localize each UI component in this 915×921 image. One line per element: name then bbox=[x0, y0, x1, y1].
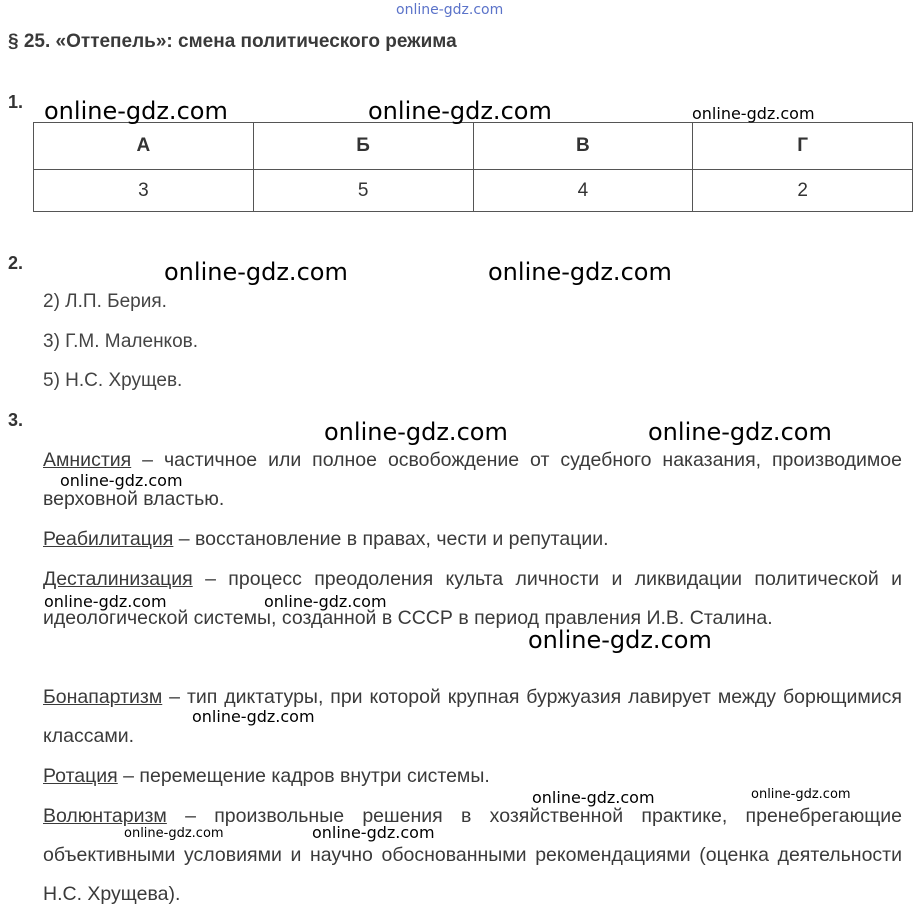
definition-text: – произвольные решения в хозяйственной практике, пренебрегающие объективными условиями и научно обоснованными рекомендациями (оценка деятельности Н.С. Хрущева). bbox=[43, 805, 902, 905]
task-2-number: 2. bbox=[8, 253, 24, 273]
task-2-item-2: 3) Г.М. Маленков. bbox=[43, 331, 199, 352]
watermark: online-gdz.com bbox=[192, 707, 315, 726]
watermark: online-gdz.com bbox=[692, 104, 815, 123]
watermark: online-gdz.com bbox=[124, 826, 224, 841]
watermark: online-gdz.com bbox=[44, 97, 228, 125]
watermark: online-gdz.com bbox=[648, 418, 832, 446]
answer-table-header-g: Г bbox=[693, 123, 913, 170]
watermark: online-gdz.com bbox=[528, 626, 712, 654]
watermark: online-gdz.com bbox=[164, 258, 348, 286]
definition-term: Реабилитация bbox=[43, 528, 174, 550]
definition-destalinization bbox=[43, 560, 902, 638]
watermark: online-gdz.com bbox=[264, 592, 387, 611]
watermark: online-gdz.com bbox=[488, 258, 672, 286]
answer-table-header-a: А bbox=[34, 123, 254, 170]
definition-text: – восстановление в правах, чести и репутации. bbox=[173, 528, 609, 550]
answer-table-header-row bbox=[34, 123, 913, 170]
watermark: online-gdz.com bbox=[368, 97, 552, 125]
definition-voluntarism bbox=[43, 797, 902, 914]
definition-term: Амнистия bbox=[43, 449, 132, 471]
definition-rehabilitation bbox=[43, 520, 902, 559]
definition-text: – процесс преодоления культа личности и ликвидации политической и идеологической системы, созданной в СССР в период правления И.В. Сталина. bbox=[43, 568, 902, 629]
definition-bonapartism bbox=[43, 678, 902, 756]
watermark: online-gdz.com bbox=[751, 787, 851, 802]
definition-term: Ротация bbox=[43, 765, 118, 787]
answer-table-cell-b: 5 bbox=[253, 170, 473, 212]
task-3-number: 3. bbox=[8, 410, 24, 430]
task-2-item-3: 5) Н.С. Хрущев. bbox=[43, 370, 183, 391]
watermark: online-gdz.com bbox=[312, 823, 435, 842]
watermark: online-gdz.com bbox=[532, 788, 655, 807]
answer-table-row bbox=[34, 170, 913, 212]
task-2-item-1: 2) Л.П. Берия. bbox=[43, 291, 167, 312]
watermark: online-gdz.com bbox=[44, 592, 167, 611]
answer-table-cell-v: 4 bbox=[473, 170, 693, 212]
answer-table-header-b: Б bbox=[253, 123, 473, 170]
answer-table-cell-a: 3 bbox=[34, 170, 254, 212]
answer-table bbox=[33, 122, 913, 212]
definition-text: – перемещение кадров внутри системы. bbox=[117, 765, 490, 787]
definition-term: Волюнтаризм bbox=[43, 805, 167, 827]
definition-text: – частичное или полное освобождение от судебного наказания, производимое верховной властью. bbox=[43, 449, 902, 510]
definition-term: Десталинизация bbox=[43, 568, 193, 590]
section-title: § 25. «Оттепель»: смена политического режима bbox=[8, 31, 457, 52]
watermark: online-gdz.com bbox=[324, 418, 508, 446]
task-1-number: 1. bbox=[8, 92, 24, 112]
definition-text: – тип диктатуры, при которой крупная буржуазия лавирует между борющимися классами. bbox=[43, 686, 902, 747]
watermark: online-gdz.com bbox=[60, 471, 183, 490]
watermark-top: online-gdz.com bbox=[396, 2, 504, 18]
definition-term: Бонапартизм bbox=[43, 686, 163, 708]
answer-table-cell-g: 2 bbox=[693, 170, 913, 212]
answer-table-header-v: В bbox=[473, 123, 693, 170]
